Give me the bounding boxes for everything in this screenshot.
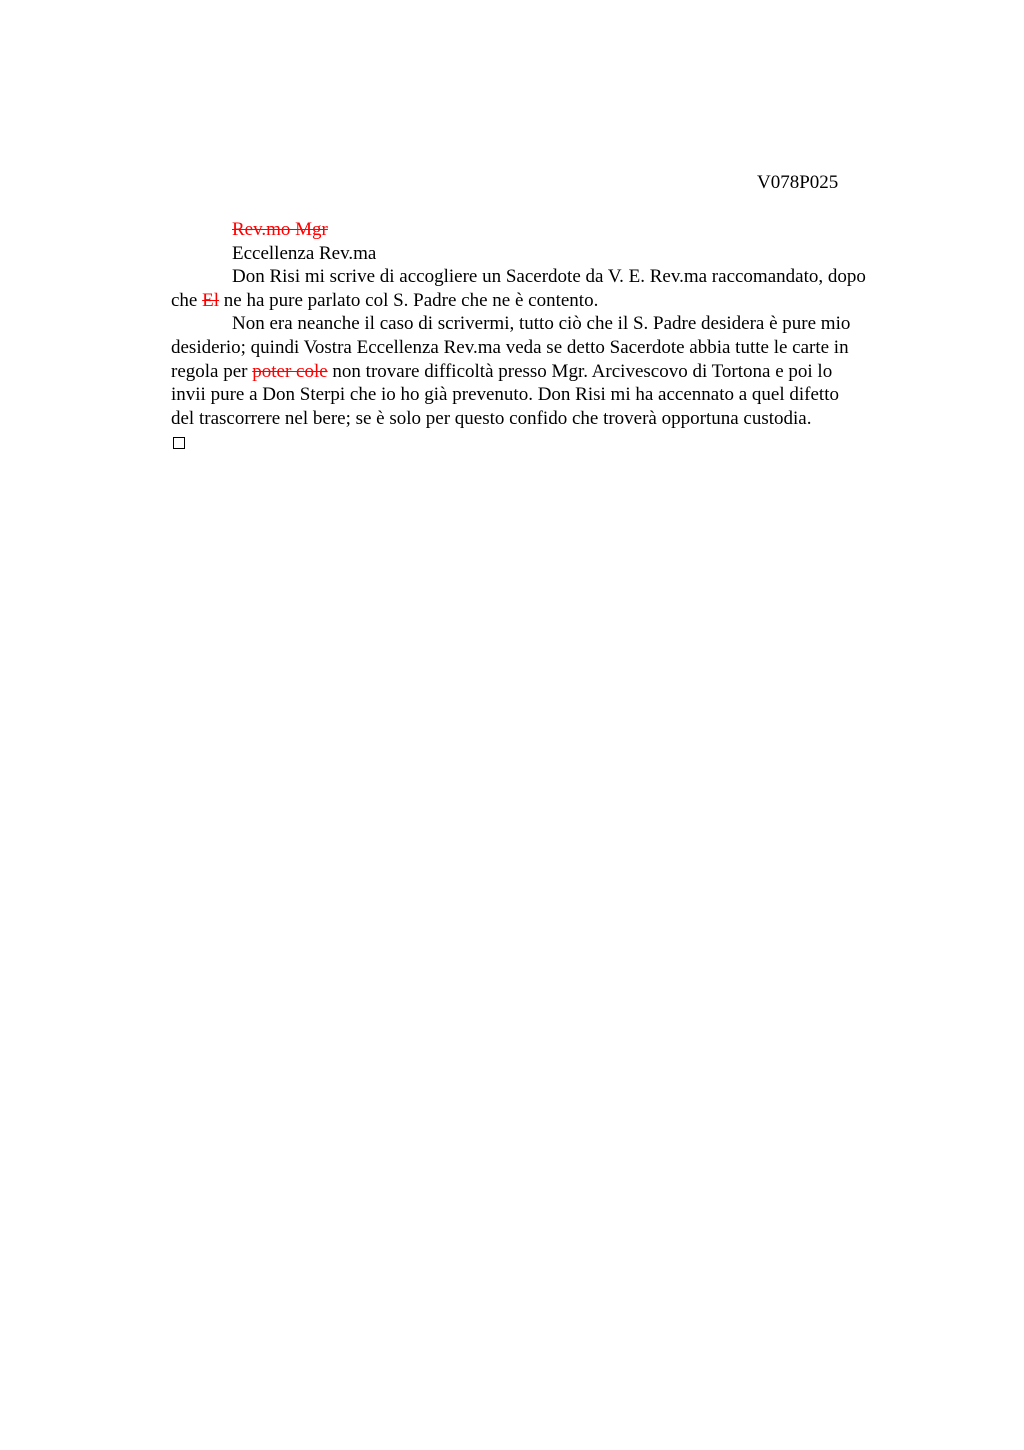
paragraph2-line4: invii pure a Don Sterpi che io ho già prevenuto. Don Risi mi ha accennato a quel difetto xyxy=(171,384,839,406)
paragraph1-line1: Don Risi mi scrive di accogliere un Sacerdote da V. E. Rev.ma raccomandato, dopo xyxy=(232,266,866,288)
letter-body xyxy=(171,218,931,456)
paragraph2-line3-start: regola per xyxy=(171,360,253,382)
paragraph2-line3 xyxy=(171,360,931,384)
empty-square-icon xyxy=(173,437,185,449)
paragraph1-line2-start: che xyxy=(171,289,203,311)
paragraph2-line5: del trascorrere nel bere; se è solo per questo confido che troverà opportuna custodia. xyxy=(171,407,812,429)
deleted-phrase: poter cole xyxy=(252,360,328,382)
salutation-deleted-line xyxy=(171,218,931,242)
paragraph2-line2: desiderio; quindi Vostra Eccellenza Rev.ma veda se detto Sacerdote abbia tutte le carte in xyxy=(171,336,849,358)
deleted-word: El xyxy=(202,289,220,311)
paragraph1-line2 xyxy=(171,289,931,313)
paragraph1-line2-end: ne ha pure parlato col S. Padre che ne è contento. xyxy=(219,289,599,311)
document-id: V078P025 xyxy=(757,172,839,193)
salutation: Eccellenza Rev.ma xyxy=(232,242,377,264)
paragraph2-line1: Non era neanche il caso di scrivermi, tutto ciò che il S. Padre desidera è pure mio xyxy=(232,313,851,335)
end-mark-line xyxy=(171,430,931,456)
deleted-salutation: Rev.mo Mgr xyxy=(232,219,328,240)
paragraph2-line3-end: non trovare difficoltà presso Mgr. Arcivescovo di Tortona e poi lo xyxy=(327,360,833,382)
